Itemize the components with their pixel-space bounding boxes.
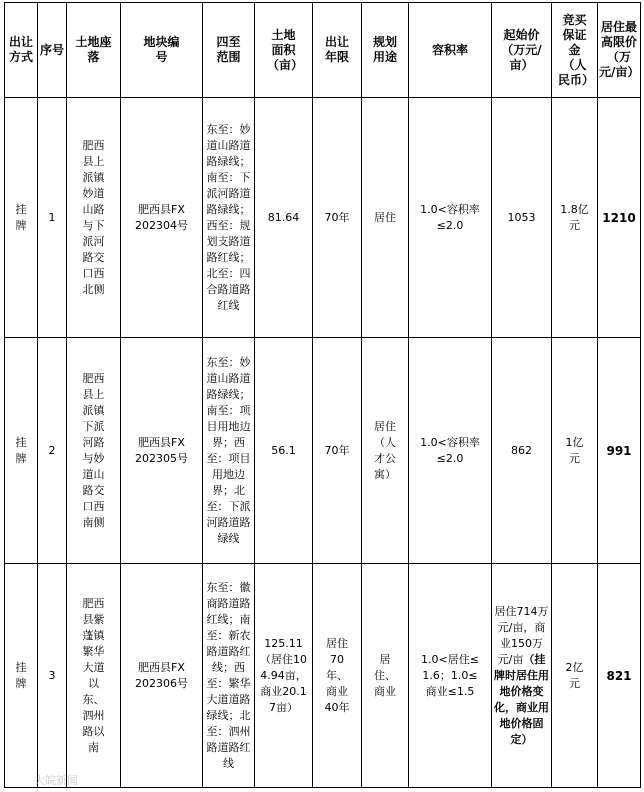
start-price-text: 居住714万元/亩，商业150万元/亩 bbox=[494, 604, 549, 666]
table-row bbox=[5, 98, 641, 338]
header-deposit: 竞买保证金（人民币） bbox=[552, 3, 598, 98]
cell-deposit: 2亿元 bbox=[552, 564, 598, 788]
cell-seq: 1 bbox=[38, 98, 67, 338]
land-auction-table bbox=[4, 2, 641, 788]
cell-method: 挂牌 bbox=[5, 564, 38, 788]
cell-area: 56.1 bbox=[255, 338, 313, 564]
cell-method: 挂牌 bbox=[5, 98, 38, 338]
header-method: 出让方式 bbox=[5, 3, 38, 98]
cell-location: 肥西县上派镇下派河路与妙道山路交口西南侧 bbox=[67, 338, 121, 564]
cell-deposit: 1亿元 bbox=[552, 338, 598, 564]
table-row bbox=[5, 564, 641, 788]
cell-boundaries: 东至：徽商路道路红线；南至：新农路道路红线；西至：繁华大道道路绿线；北至：泗州路道路红线 bbox=[203, 564, 255, 788]
header-plot-no: 地块编号 bbox=[121, 3, 203, 98]
watermark: 大皖新闻 bbox=[34, 774, 78, 787]
cell-plot-no: 肥西县FX202304号 bbox=[121, 98, 203, 338]
cell-use: 居住、商业 bbox=[362, 564, 409, 788]
header-boundaries: 四至范围 bbox=[203, 3, 255, 98]
cell-deposit: 1.8亿元 bbox=[552, 98, 598, 338]
cell-start-price: 862 bbox=[492, 338, 552, 564]
header-max-price: 居住最高限价（万元/亩） bbox=[598, 3, 641, 98]
cell-start-price bbox=[492, 564, 552, 788]
table-row bbox=[5, 338, 641, 564]
cell-boundaries: 东至：妙道山路道路绿线；南至：下派河路道路绿线；西至：规划支路道路红线；北至：四合路道路红线 bbox=[203, 98, 255, 338]
cell-use: 居住（人才公寓） bbox=[362, 338, 409, 564]
cell-area: 81.64 bbox=[255, 98, 313, 338]
cell-area: 125.11（居住104.94亩，商业20.17亩） bbox=[255, 564, 313, 788]
cell-start-price: 1053 bbox=[492, 98, 552, 338]
cell-term: 70年 bbox=[313, 98, 362, 338]
header-use: 规划用途 bbox=[362, 3, 409, 98]
cell-location: 肥西县上派镇妙道山路与下派河路交口西北侧 bbox=[67, 98, 121, 338]
cell-seq: 2 bbox=[38, 338, 67, 564]
cell-method: 挂牌 bbox=[5, 338, 38, 564]
cell-max-price: 991 bbox=[598, 338, 641, 564]
cell-use: 居住 bbox=[362, 98, 409, 338]
header-far: 容积率 bbox=[409, 3, 492, 98]
cell-boundaries: 东至：妙道山路道路绿线；南至：项目用地边界；西至：项目用地边界；北至：下派河路道路绿线 bbox=[203, 338, 255, 564]
header-start-price: 起始价（万元/亩） bbox=[492, 3, 552, 98]
cell-max-price: 821 bbox=[598, 564, 641, 788]
cell-far: 1.0<容积率≤2.0 bbox=[409, 98, 492, 338]
header-location: 土地座落 bbox=[67, 3, 121, 98]
cell-far: 1.0<居住≤1.6；1.0≤商业≤1.5 bbox=[409, 564, 492, 788]
start-price-note: （挂牌时居住用地价格变化，商业用地价格固定） bbox=[494, 652, 549, 746]
header-row bbox=[5, 3, 641, 98]
cell-plot-no: 肥西县FX202305号 bbox=[121, 338, 203, 564]
cell-term: 70年 bbox=[313, 338, 362, 564]
cell-term: 居住70年、商业40年 bbox=[313, 564, 362, 788]
cell-location: 肥西县紫蓬镇繁华大道以东、泗州路以南 bbox=[67, 564, 121, 788]
cell-far: 1.0<容积率≤2.0 bbox=[409, 338, 492, 564]
header-area: 土地面积（亩） bbox=[255, 3, 313, 98]
cell-plot-no: 肥西县FX202306号 bbox=[121, 564, 203, 788]
cell-seq: 3 bbox=[38, 564, 67, 788]
header-seq: 序号 bbox=[38, 3, 67, 98]
cell-max-price: 1210 bbox=[598, 98, 641, 338]
header-term: 出让年限 bbox=[313, 3, 362, 98]
